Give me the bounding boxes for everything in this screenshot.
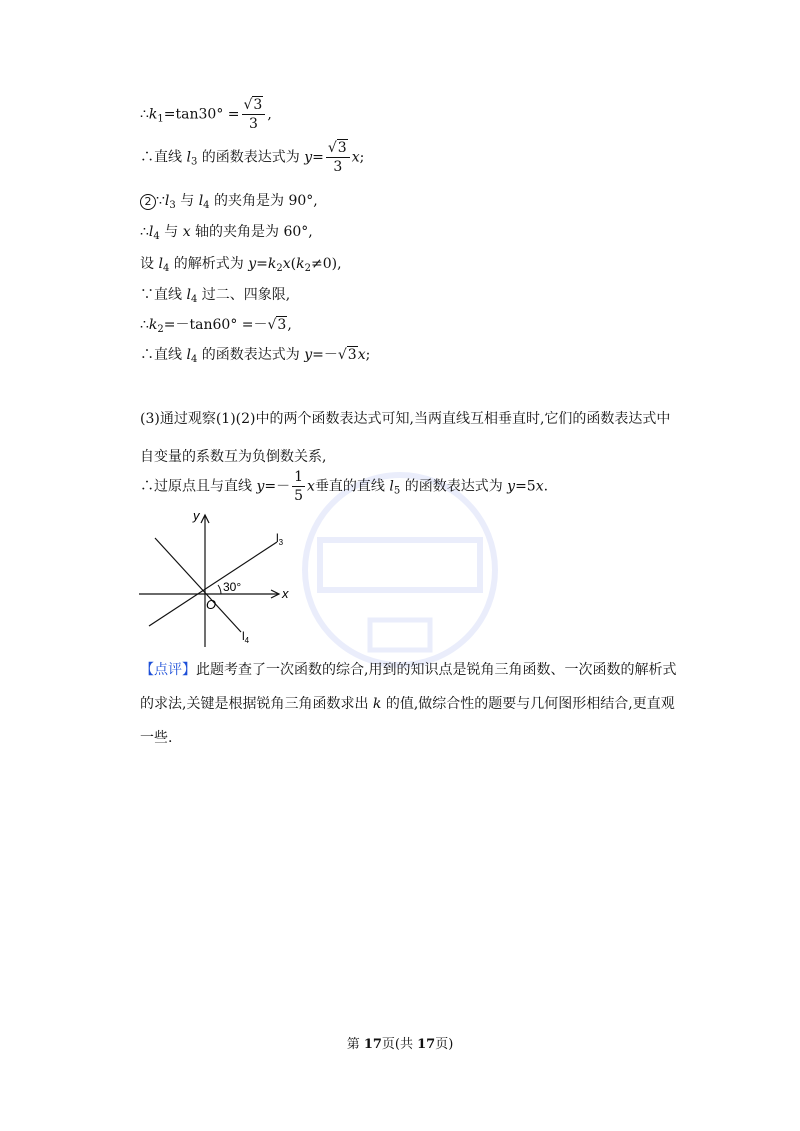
fraction-root3-over-3: $\frac{√3}{3}$ (242, 98, 266, 131)
solution-line-l3-expression: ∴直线 $l_3$ 的函数表达式为 y= $\frac{√3}{3}$ x; (140, 140, 365, 175)
coordinate-figure (135, 505, 305, 655)
l3-label: $l_3$ (276, 531, 284, 547)
line-l3 (149, 542, 277, 626)
page-footer: 第 17页(共 17页) (346, 1037, 454, 1052)
origin-label: O (206, 597, 217, 612)
solution-line-l4-form: 设 $l_4$ 的解析式为 $y=k_2x(k_2\ne 0)$, (140, 256, 342, 274)
solution-line-k1: $\therefore k_1=\tan 30^\circ$ = $\frac{√3}{3}$ , (140, 97, 272, 132)
part3-conclusion: ∴过原点且与直线 y=－ $\frac{1}{5}$ x垂直的直线 $l_5$ 的函数表达式为 y=5x. (140, 469, 549, 504)
angle-label: 30° (223, 580, 242, 594)
comment-paragraph: 【点评】此题考查了一次函数的综合,用到的知识点是锐角三角函数、一次函数的解析式的求法,关键是根据锐角三角函数求出 k 的值,做综合性的题要与几何图形相结合,更直观一些. (140, 662, 677, 746)
circled-number: 2 (140, 194, 156, 210)
y-axis-label: y (193, 508, 200, 523)
solution-line-quadrants: ∵直线 $l_4$ 过二、四象限, (140, 287, 291, 305)
solution-line-k2: $\therefore k_2=-\tan 60^\circ =-√3$, (140, 317, 292, 335)
angle-arc (218, 585, 221, 594)
solution-line-angle-90: 2 $\because l_3$ 与 $l_4$ 的夹角是为 90°, (140, 190, 318, 211)
solution-line-angle-60: $\therefore l_4$ 与 x 轴的夹角是为 60°, (140, 224, 313, 242)
fraction-root3-over-3: $\frac{√3}{3}$ (326, 141, 350, 174)
part3-paragraph: (3)通过观察(1)(2)中的两个函数表达式可知,当两直线互相垂直时,它们的函数表达式中自变量的系数互为负倒数关系, (140, 411, 671, 465)
solution-line-l4-expression: ∴直线 $l_4$ 的函数表达式为 y=－√3x; (140, 347, 371, 365)
comment-tag: 【点评】 (140, 662, 196, 678)
l4-label: $l_4$ (242, 629, 250, 645)
fraction-1-over-5: $\frac{1}{5}$ (294, 469, 304, 504)
x-axis-label: x (282, 586, 289, 601)
